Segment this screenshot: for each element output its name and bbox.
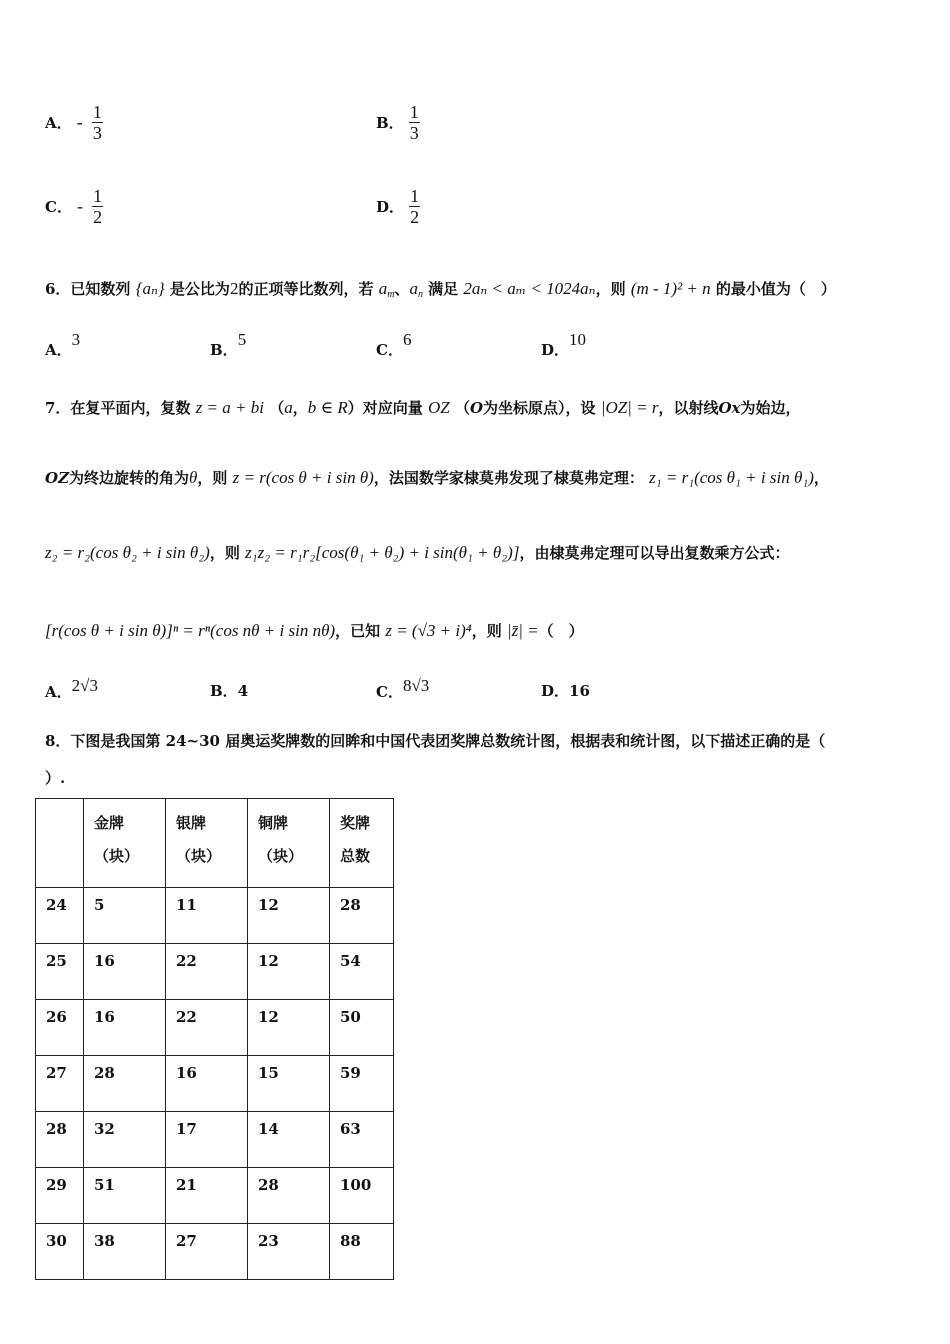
table-row: 27 28 16 15 59	[36, 1056, 394, 1112]
q7-option-d[interactable]: D．16	[541, 682, 590, 700]
table-row: 28 32 17 14 63	[36, 1112, 394, 1168]
q7-option-a[interactable]: A．2√3	[45, 676, 98, 701]
q5-option-c[interactable]	[45, 186, 103, 227]
q6-option-c[interactable]: C．6	[376, 330, 412, 359]
fraction: $\frac{1}{3}$	[409, 102, 419, 143]
header-cell: 铜牌 （块）	[248, 799, 330, 888]
header-cell	[36, 799, 84, 888]
q6-option-b[interactable]: B．5	[210, 330, 247, 359]
table-header-row	[36, 799, 394, 888]
header-cell: 奖牌 总数	[330, 799, 394, 888]
minus-sign: -	[76, 112, 83, 132]
math-am: $a_m$	[378, 279, 395, 300]
option-label: D．	[376, 198, 405, 216]
q8-stem-line-2: ）.	[45, 769, 66, 787]
header-cell: 银牌 （块）	[166, 799, 248, 888]
q7-line-1: 7．在复平面内，复数 z = a + bi （a，b ∈ R）对应向量 OZ （O为坐标原点），设 |OZ| = r，以射线Ox为始边，	[45, 398, 801, 417]
q7-option-c[interactable]: C．8√3	[376, 676, 430, 701]
q7-option-b[interactable]: B．4	[210, 682, 249, 700]
fraction: $\frac{1}{2}$	[93, 186, 103, 227]
q5-option-a[interactable]	[45, 102, 103, 143]
option-label: C．	[45, 198, 72, 216]
q6-option-d[interactable]: D．10	[541, 330, 587, 359]
q5-option-b[interactable]	[376, 102, 420, 143]
math-inequality: 2aₙ < aₘ < 1024aₙ	[463, 279, 596, 298]
math-an: $a_n$	[409, 279, 423, 300]
table-row: 24 5 11 12 28	[36, 888, 394, 944]
option-label: B．	[376, 114, 404, 132]
medal-table	[35, 798, 394, 1280]
table-row: 25 16 22 12 54	[36, 944, 394, 1000]
q5-option-d[interactable]	[376, 186, 420, 227]
q6-stem: 6．已知数列 {aₙ} 是公比为2的正项等比数列，若 $a_m$、$a_n$ 满足 2aₙ < aₘ < 1024aₙ，则 (m - 1)² + n 的最小值为（ ）	[45, 279, 836, 300]
fraction: $\frac{1}{3}$	[92, 102, 102, 143]
math-sequence: {aₙ}	[135, 279, 165, 298]
math-expression: (m - 1)² + n	[630, 279, 711, 298]
q7-line-2: OZ为终边旋转的角为θ，则 z = r(cos θ + i sin θ)，法国数学家棣莫弗发现了棣莫弗定理： z₁ = r₁(cos θ₁ + i sin θ₁)，	[45, 468, 829, 487]
header-cell: 金牌 （块）	[84, 799, 166, 888]
minus-sign: -	[77, 196, 84, 216]
table-row: 30 38 27 23 88	[36, 1224, 394, 1280]
q6-option-a[interactable]: A．3	[45, 330, 81, 359]
table-row: 26 16 22 12 50	[36, 1000, 394, 1056]
q7-line-3: z₂ = r₂(cos θ₂ + i sin θ₂)，则 z₁z₂ = r₁r₂[cos(θ₁ + θ₂) + i sin(θ₁ + θ₂)]，由棣莫弗定理可以导出复数乘方公式：	[45, 543, 790, 562]
table-row: 29 51 21 28 100	[36, 1168, 394, 1224]
q8-stem-line-1: 8．下图是我国第 24~30 届奥运奖牌数的回眸和中国代表团奖牌总数统计图，根据表和统计图，以下描述正确的是（	[45, 732, 826, 750]
option-label: A．	[45, 114, 72, 132]
q7-line-4: [r(cos θ + i sin θ)]ⁿ = rⁿ(cos nθ + i sin nθ)，已知 z = (√3 + i)⁴，则 |z̄| =（ ）	[45, 621, 584, 640]
fraction: $\frac{1}{2}$	[410, 186, 420, 227]
